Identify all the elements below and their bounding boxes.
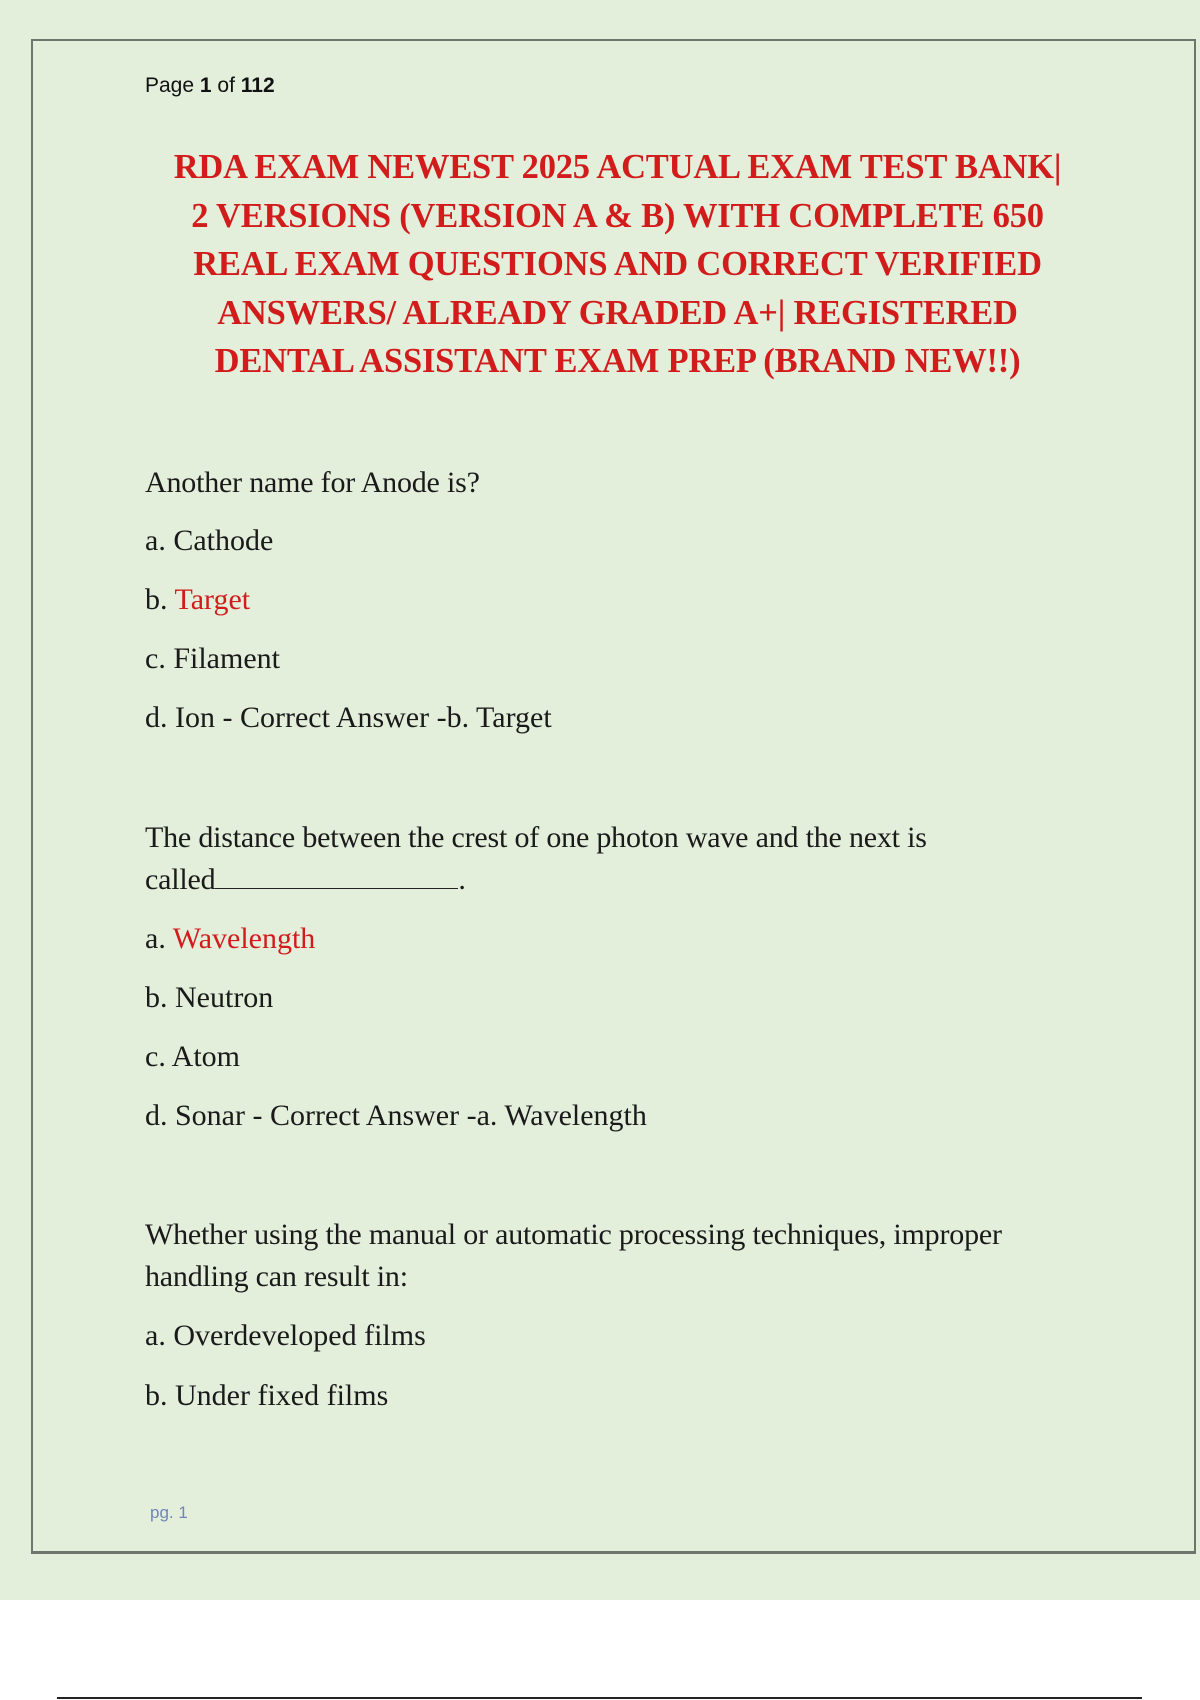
question-2-option-c: c. Atom bbox=[145, 1040, 241, 1073]
footer-page-number: pg. 1 bbox=[150, 1503, 188, 1522]
question-3-text: Whether using the manual or automatic processing techniques, improper handling can result in: bbox=[145, 1218, 1002, 1293]
question-1-option-a: a. Cathode bbox=[145, 524, 274, 557]
title-line: REAL EXAM QUESTIONS AND CORRECT VERIFIED bbox=[193, 245, 1042, 283]
title-line: DENTAL ASSISTANT EXAM PREP (BRAND NEW!!) bbox=[214, 342, 1021, 380]
question-2-text: The distance between the crest of one photon wave and the next is called . bbox=[145, 821, 927, 896]
title-line: 2 VERSIONS (VERSION A & B) WITH COMPLETE 650 bbox=[191, 196, 1044, 235]
question-1-text: Another name for Anode is? bbox=[145, 466, 480, 499]
highlighted-answer: Target bbox=[174, 583, 251, 616]
title-line: ANSWERS/ ALREADY GRADED A+| REGISTERED bbox=[217, 293, 1018, 332]
question-3-option-a: a. Overdeveloped films bbox=[145, 1319, 426, 1352]
question-3-option-b: b. Under fixed films bbox=[145, 1379, 389, 1412]
question-1-option-c: c. Filament bbox=[145, 642, 280, 675]
title-line: RDA EXAM NEWEST 2025 ACTUAL EXAM TEST BANK| bbox=[173, 148, 1062, 186]
question-1-option-b: b. Target bbox=[145, 583, 251, 616]
page-number-header: Page 1 of 112 bbox=[145, 74, 275, 97]
bottom-divider bbox=[57, 1697, 1142, 1699]
question-1-option-d: d. Ion - Correct Answer -b. Target bbox=[145, 701, 552, 734]
question-2-option-a: a. Wavelength bbox=[145, 922, 316, 955]
document-title bbox=[130, 143, 1105, 386]
fill-in-blank bbox=[215, 860, 458, 889]
question-2-option-d: d. Sonar - Correct Answer -a. Wavelength bbox=[145, 1099, 647, 1132]
highlighted-answer: Wavelength bbox=[172, 922, 316, 955]
question-2-option-b: b. Neutron bbox=[145, 981, 274, 1014]
